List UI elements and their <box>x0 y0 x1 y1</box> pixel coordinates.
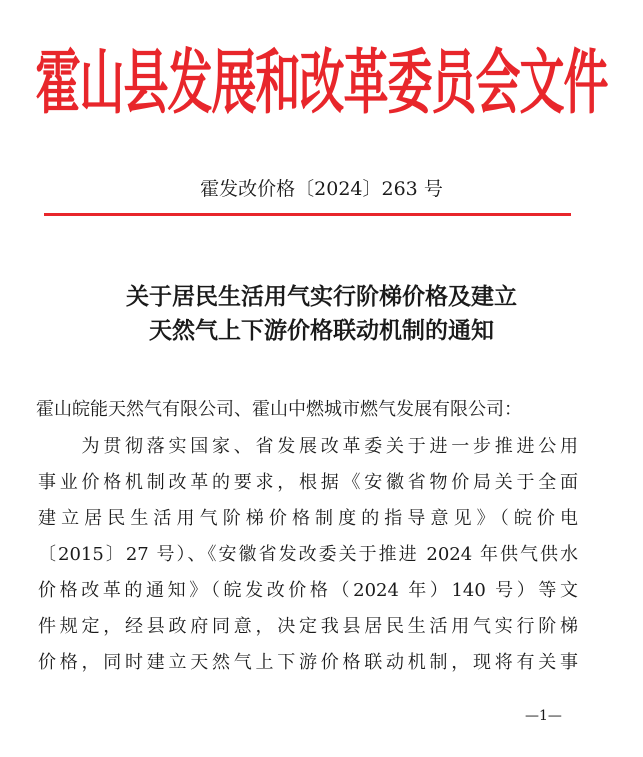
notice-title-line-1: 关于居民生活用气实行阶梯价格及建立 <box>126 284 517 310</box>
body-line: 价格改革的通知》（皖发改价格（2024 年）140 号）等文 <box>38 580 578 601</box>
document-number: 霍发改价格〔2024〕263 号 <box>200 178 443 200</box>
body-line: 建立居民生活用气阶梯价格制度的指导意见》（皖价电 <box>38 508 578 529</box>
document-header-title: 霍山县发展和改革委员会文件 <box>35 41 608 124</box>
red-divider-line <box>44 213 571 216</box>
page-number: —1— <box>525 708 562 724</box>
body-line: 件规定，经县政府同意，决定我县居民生活用气实行阶梯 <box>38 616 578 637</box>
body-line: 价格，同时建立天然气上下游价格联动机制，现将有关事 <box>38 652 578 673</box>
body-line: 〔2015〕27 号）、《安徽省发改委关于推进 2024 年供气供水 <box>38 544 578 565</box>
notice-title-line-2: 天然气上下游价格联动机制的通知 <box>149 318 494 344</box>
body-line: 事业价格机制改革的要求，根据《安徽省物价局关于全面 <box>38 472 578 493</box>
salutation: 霍山皖能天然气有限公司、霍山中燃城市燃气发展有限公司： <box>36 399 522 420</box>
body-line: 为贯彻落实国家、省发展改革委关于进一步推进公用 <box>38 436 578 457</box>
